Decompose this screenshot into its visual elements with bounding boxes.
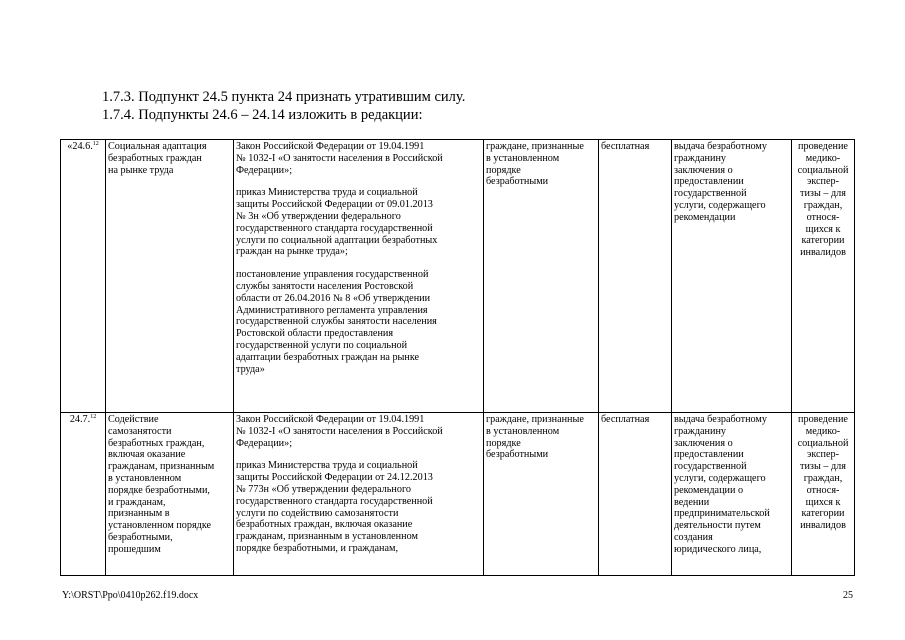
legal-basis-line: услуги по содействию самозанятости <box>236 507 399 519</box>
legal-basis-line: безработных граждан, включая оказание <box>236 519 413 531</box>
legal-basis-line: области от 26.04.2016 № 8 «Об утверждении <box>236 292 431 304</box>
recipients-cell-line: в установленном <box>486 425 560 437</box>
row-number-cell <box>61 140 106 413</box>
service-name-cell-line: прошедшим <box>108 543 161 555</box>
service-name-cell-line: безработными, <box>108 531 173 543</box>
row-number: «24.6. <box>67 141 93 152</box>
legal-basis-line: защиты Российской Федерации от 24.12.2013 <box>236 472 433 484</box>
service-name-cell-line: включая оказание <box>108 449 186 461</box>
payment-cell: бесплатная <box>599 140 672 413</box>
result-cell-line: гражданину <box>674 425 726 437</box>
condition-cell <box>792 413 855 576</box>
result-cell-line: услуги, содержащего <box>674 199 766 211</box>
condition-cell-line: социальной <box>797 164 849 176</box>
legal-basis-line: труда» <box>236 363 265 375</box>
recipients-cell-line: безработными <box>486 449 549 461</box>
legal-basis-cell <box>234 413 484 576</box>
table-row <box>61 140 855 413</box>
legal-basis-line: Административного регламента управления <box>236 304 428 316</box>
recipients-cell-line: безработными <box>486 176 549 188</box>
result-cell-line: создания <box>674 531 713 543</box>
service-name-cell <box>106 140 234 413</box>
block-spacer <box>236 449 481 460</box>
service-name-cell-line: порядке безработными, <box>108 484 210 496</box>
condition-cell-line: инвалидов <box>800 247 846 259</box>
legal-basis-line: адаптации безработных граждан на рынке <box>236 351 420 363</box>
legal-basis-line: государственной службы занятости населения <box>236 316 437 328</box>
service-name-cell-line: Содействие <box>108 414 159 425</box>
block-spacer <box>236 258 481 269</box>
service-name-cell-line: установленном порядке <box>108 520 212 532</box>
result-cell-line: рекомендации <box>674 211 736 223</box>
condition-cell-line: тизы – для <box>800 188 846 200</box>
legal-basis-line: № 1032-I «О занятости населения в Российской <box>236 152 443 164</box>
result-cell-line: гражданину <box>674 152 726 164</box>
result-cell-line: заключения о <box>674 164 733 176</box>
service-name-cell-line: и гражданам, <box>108 496 166 508</box>
result-cell-line: юридического лица, <box>674 543 762 555</box>
paragraph-1-7-4: 1.7.4. Подпункты 24.6 – 24.14 изложить в редакции: <box>102 107 423 123</box>
legal-basis-cell <box>234 140 484 413</box>
services-table <box>60 139 855 576</box>
table-row <box>61 413 855 576</box>
condition-cell-line: относя- <box>806 484 840 496</box>
legal-basis-line: государственного стандарта государственной <box>236 222 433 234</box>
legal-basis-line: приказ Министерства труда и социальной <box>236 187 418 199</box>
result-cell-line: предпринимательской <box>674 508 770 520</box>
row-number-footnote: 12 <box>92 141 99 147</box>
legal-basis-line: № 3н «Об утверждении федерального <box>236 210 401 222</box>
result-cell-line: предоставлении <box>674 176 744 188</box>
result-cell-line: предоставлении <box>674 449 744 461</box>
service-name-cell-line: безработных граждан, <box>108 437 205 449</box>
legal-basis-line: № 1032-I «О занятости населения в Российской <box>236 425 443 437</box>
result-cell-line: рекомендации о <box>674 484 744 496</box>
result-cell-line: выдача безработному <box>674 141 767 152</box>
recipients-cell-line: граждане, признанные <box>486 414 584 425</box>
legal-basis-line: Федерации»; <box>236 164 293 176</box>
result-cell-line: государственной <box>674 188 747 200</box>
legal-basis-line: Закон Российской Федерации от 19.04.1991 <box>236 414 425 425</box>
condition-cell-line: щихся к <box>805 496 841 508</box>
result-cell-line: деятельности путем <box>674 520 761 532</box>
service-name-cell <box>106 413 234 576</box>
service-name-cell-line: безработных граждан <box>108 152 202 164</box>
condition-cell-line: граждан, <box>803 199 843 211</box>
legal-basis-line: защиты Российской Федерации от 09.01.2013 <box>236 199 433 211</box>
legal-basis-line: приказ Министерства труда и социальной <box>236 460 418 472</box>
service-name-cell-line: в установленном <box>108 472 182 484</box>
recipients-cell-line: порядке <box>486 164 521 176</box>
recipients-cell <box>484 413 599 576</box>
legal-basis-line: порядке безработными, и гражданам, <box>236 542 398 554</box>
service-name-cell-line: гражданам, признанным <box>108 461 215 473</box>
row-number-cell <box>61 413 106 576</box>
recipients-cell-line: порядке <box>486 437 521 449</box>
result-cell-line: услуги, содержащего <box>674 472 766 484</box>
recipients-cell-line: граждане, признанные <box>486 141 584 152</box>
condition-cell-line: медико- <box>805 425 841 437</box>
condition-cell-line: относя- <box>806 211 840 223</box>
result-cell <box>672 413 792 576</box>
recipients-cell-line: в установленном <box>486 152 560 164</box>
service-name-cell-line: признанным в <box>108 508 170 520</box>
condition-cell-line: категории <box>801 508 845 520</box>
legal-basis-line: государственного стандарта государственной <box>236 495 433 507</box>
condition-cell-line: тизы – для <box>800 461 846 473</box>
condition-cell-line: медико- <box>805 152 841 164</box>
footer-page-number: 25 <box>843 590 853 601</box>
condition-cell-line: граждан, <box>803 472 843 484</box>
condition-cell-line: экспер- <box>806 176 840 188</box>
result-cell-line: государственной <box>674 461 747 473</box>
legal-basis-line: службы занятости населения Ростовской <box>236 280 414 292</box>
row-number: 24.7. <box>69 414 91 425</box>
condition-cell <box>792 140 855 413</box>
legal-basis-line: услуги по социальной адаптации безработных <box>236 234 438 246</box>
legal-basis-line: гражданам, признанным в установленном <box>236 531 418 543</box>
recipients-cell <box>484 140 599 413</box>
condition-cell-line: щихся к <box>805 223 841 235</box>
result-cell <box>672 140 792 413</box>
footer-file-path: Y:\ORST\Ppo\0410p262.f19.docx <box>62 590 199 601</box>
service-name-cell-line: на рынке труда <box>108 164 174 176</box>
condition-cell-line: проведение <box>798 141 848 152</box>
condition-cell-line: проведение <box>798 414 848 425</box>
condition-cell-line: экспер- <box>806 449 840 461</box>
condition-cell-line: категории <box>801 235 845 247</box>
legal-basis-line: Закон Российской Федерации от 19.04.1991 <box>236 141 425 152</box>
legal-basis-line: Федерации»; <box>236 437 293 449</box>
legal-basis-line: № 773н «Об утверждении федерального <box>236 483 411 495</box>
legal-basis-line: граждан на рынке труда»; <box>236 246 348 258</box>
service-name-cell-line: Социальная адаптация <box>108 141 207 152</box>
service-name-cell-line: самозанятости <box>108 425 172 437</box>
condition-cell-line: инвалидов <box>800 520 846 532</box>
result-cell-line: выдача безработному <box>674 414 767 425</box>
result-cell-line: ведении <box>674 496 710 508</box>
result-cell-line: заключения о <box>674 437 733 449</box>
legal-basis-line: постановление управления государственной <box>236 269 429 281</box>
payment-cell: бесплатная <box>599 413 672 576</box>
legal-basis-line: государственной услуги по социальной <box>236 339 408 351</box>
paragraph-1-7-3: 1.7.3. Подпункт 24.5 пункта 24 признать утратившим силу. <box>102 89 466 105</box>
condition-cell-line: социальной <box>797 437 849 449</box>
legal-basis-line: Ростовской области предоставления <box>236 328 394 340</box>
row-number-footnote: 12 <box>90 414 97 420</box>
block-spacer <box>236 176 481 187</box>
